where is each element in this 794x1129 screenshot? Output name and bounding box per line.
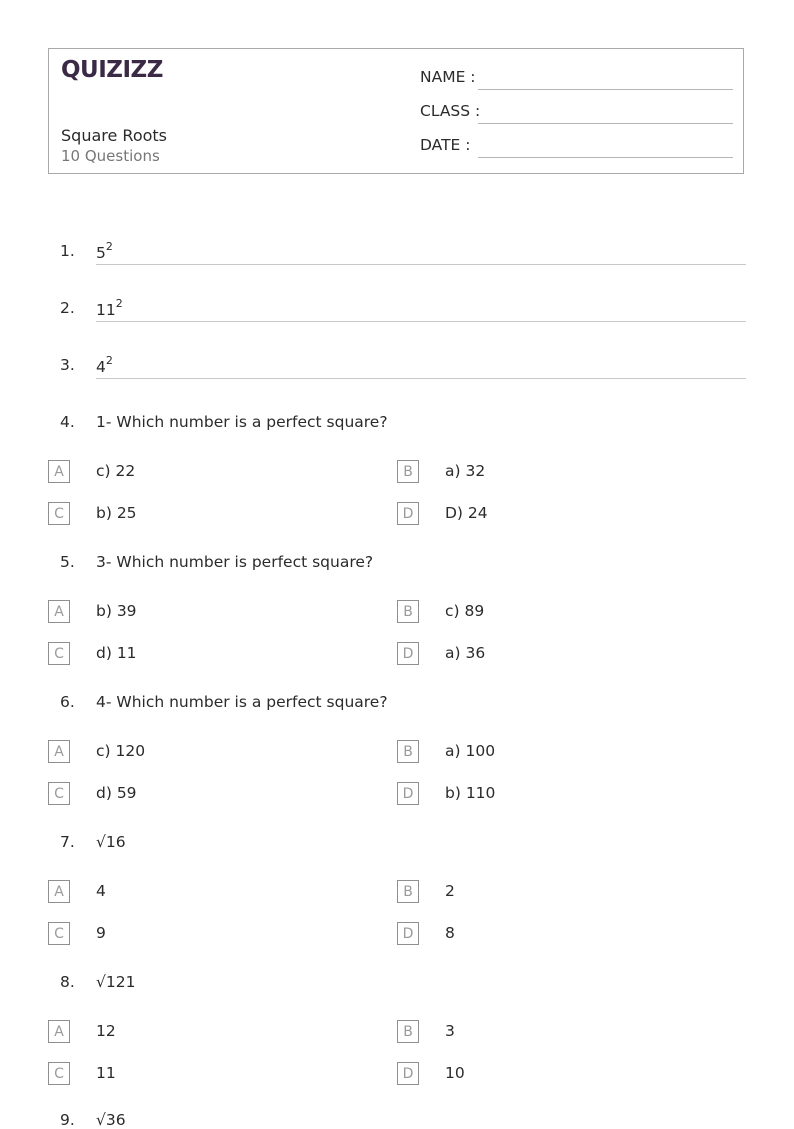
option-box-c[interactable]: C [48,1062,70,1085]
option-text-b: a) 32 [445,462,486,480]
option-text-a: b) 39 [96,602,137,620]
option-text-c: d) 11 [96,644,137,662]
option-text-a: 4 [96,882,106,900]
option-text-c: 9 [96,924,106,942]
option-box-b[interactable]: B [397,1020,419,1043]
question-number: 6. [60,693,75,711]
question-text: 4- Which number is a perfect square? [96,693,388,711]
option-box-a[interactable]: A [48,740,70,763]
question-number: 4. [60,413,75,431]
option-text-c: d) 59 [96,784,137,802]
option-text-b: c) 89 [445,602,485,620]
option-box-c[interactable]: C [48,782,70,805]
option-text-d: D) 24 [445,504,488,522]
option-text-b: 3 [445,1022,455,1040]
option-text-a: 12 [96,1022,116,1040]
question-text: √16 [96,833,126,851]
option-box-a[interactable]: A [48,1020,70,1043]
question-exponent: 2 [115,297,123,310]
question-text: 3- Which number is perfect square? [96,553,374,571]
question-number: 3. [60,356,75,374]
question-number: 1. [60,242,75,260]
worksheet-title: Square Roots [61,126,167,145]
name-label: NAME : [420,68,476,86]
question-base: 11 [96,301,116,320]
option-text-d: b) 110 [445,784,496,802]
option-text-c: 11 [96,1064,116,1082]
question-number: 5. [60,553,75,571]
date-field[interactable] [478,157,733,158]
question-text: √121 [96,973,136,991]
question-number: 7. [60,833,75,851]
question-number: 9. [60,1111,75,1129]
question-text [96,356,113,376]
question-number: 8. [60,973,75,991]
answer-line[interactable] [96,321,746,322]
option-box-d[interactable]: D [397,642,419,665]
option-box-d[interactable]: D [397,782,419,805]
option-text-d: 10 [445,1064,465,1082]
name-field[interactable] [478,89,733,90]
option-box-a[interactable]: A [48,600,70,623]
option-box-b[interactable]: B [397,740,419,763]
option-text-a: c) 120 [96,742,146,760]
option-text-d: a) 36 [445,644,486,662]
option-box-c[interactable]: C [48,922,70,945]
question-number: 2. [60,299,75,317]
question-count: 10 Questions [61,147,160,165]
option-text-b: a) 100 [445,742,496,760]
option-box-a[interactable]: A [48,880,70,903]
option-box-b[interactable]: B [397,460,419,483]
option-box-d[interactable]: D [397,1062,419,1085]
question-exponent: 2 [105,240,113,253]
option-text-b: 2 [445,882,455,900]
worksheet-header [48,48,744,174]
question-base: 4 [96,358,106,377]
question-text: √36 [96,1111,126,1129]
option-box-d[interactable]: D [397,502,419,525]
question-text [96,242,113,262]
question-text: 1- Which number is a perfect square? [96,413,388,431]
question-text [96,299,123,319]
option-text-d: 8 [445,924,455,942]
option-box-a[interactable]: A [48,460,70,483]
option-box-c[interactable]: C [48,502,70,525]
option-text-c: b) 25 [96,504,137,522]
option-box-c[interactable]: C [48,642,70,665]
answer-line[interactable] [96,264,746,265]
option-box-b[interactable]: B [397,880,419,903]
date-label: DATE : [420,136,471,154]
option-text-a: c) 22 [96,462,136,480]
class-field[interactable] [478,123,733,124]
option-box-b[interactable]: B [397,600,419,623]
question-base: 5 [96,244,106,263]
option-box-d[interactable]: D [397,922,419,945]
class-label: CLASS : [420,102,481,120]
answer-line[interactable] [96,378,746,379]
quizizz-logo: QUIZIZZ [61,57,163,83]
question-exponent: 2 [105,354,113,367]
